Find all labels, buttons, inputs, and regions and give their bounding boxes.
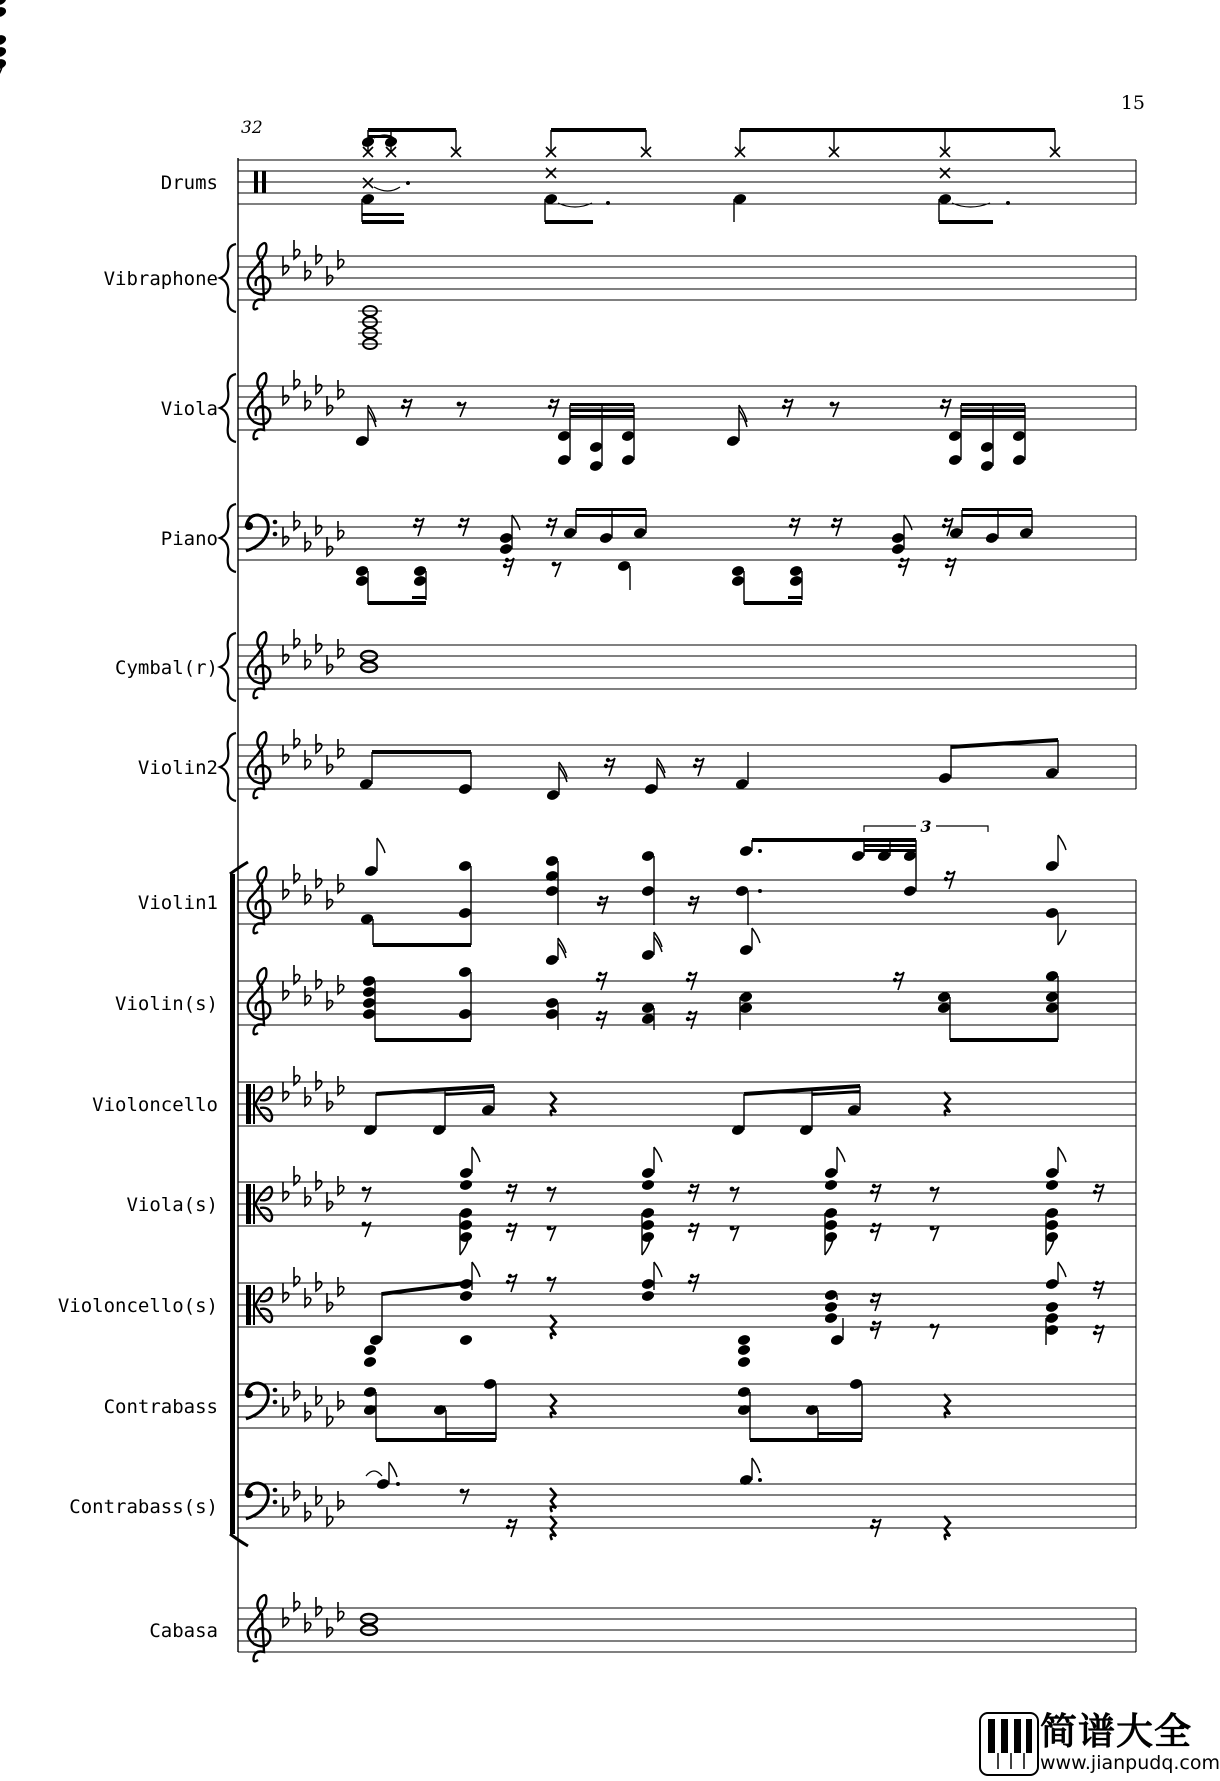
page-number: 15: [1120, 92, 1145, 114]
cymbal-notes: [361, 651, 377, 672]
staff-lines: [238, 256, 1136, 1652]
measure-number: 32: [241, 118, 263, 138]
violoncello-notes: [363, 1084, 950, 1136]
violin2-notes: [359, 738, 1060, 801]
logo-piano-icon: [980, 1713, 1038, 1775]
violin1-notes: [360, 817, 1066, 947]
label-viola: Viola: [160, 398, 218, 420]
label-contrabasss: Contrabass(s): [69, 1496, 218, 1518]
label-violins: Violin(s): [115, 993, 218, 1015]
label-contrabass: Contrabass: [103, 1396, 218, 1418]
staff-drums: [238, 128, 1136, 224]
contrabass-notes: [363, 1378, 950, 1442]
piano-notes: [355, 508, 1034, 605]
label-drums: Drums: [160, 172, 218, 194]
label-violoncellos: Violoncello(s): [57, 1295, 218, 1317]
label-violas: Viola(s): [126, 1194, 218, 1216]
logo-url: www.jianpudq.com: [1040, 1752, 1220, 1774]
violoncellos-notes: [363, 1262, 1104, 1368]
label-piano: Piano: [160, 528, 218, 550]
label-violoncello: Violoncello: [92, 1094, 218, 1116]
label-cabasa: Cabasa: [149, 1620, 218, 1642]
logo-name: 简谱大全: [1040, 1710, 1192, 1753]
instrument-labels: [58, 172, 218, 1642]
label-violin1: Violin1: [137, 892, 218, 914]
tuplet-number: 3: [920, 817, 932, 836]
vibraphone-chord: [358, 306, 382, 349]
label-violin2: Violin2: [137, 757, 218, 779]
label-cymbal: Cymbal(r): [115, 657, 218, 679]
viola-notes: [355, 399, 1027, 473]
clefs: [245, 243, 277, 1661]
cabasa-notes: [361, 1614, 377, 1635]
label-vibraphone: Vibraphone: [103, 268, 218, 290]
logo: [1040, 1712, 1220, 1774]
